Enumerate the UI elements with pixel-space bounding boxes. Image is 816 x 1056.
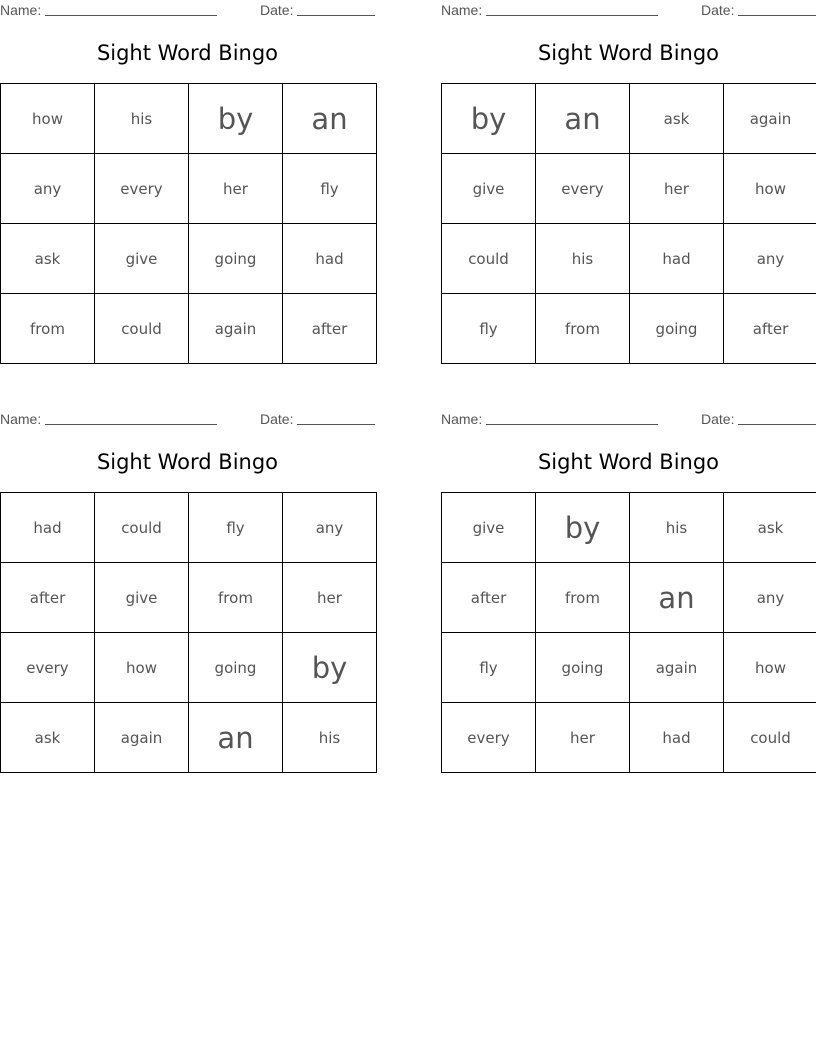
- bingo-cell: from: [536, 563, 630, 633]
- bingo-cell: give: [95, 224, 189, 294]
- bingo-grid: [0, 492, 377, 773]
- name-blank-line: [486, 424, 658, 425]
- bingo-cell: by: [283, 633, 377, 703]
- bingo-cell: how: [724, 633, 816, 703]
- name-date-header: [0, 2, 375, 20]
- bingo-cell: his: [536, 224, 630, 294]
- bingo-cell: give: [442, 154, 536, 224]
- bingo-card: [0, 409, 375, 774]
- name-label: Name:: [441, 411, 483, 427]
- grid-row: [1, 633, 377, 703]
- date-blank-line: [738, 15, 816, 16]
- bingo-cell: an: [630, 563, 724, 633]
- card-title: Sight Word Bingo: [96, 450, 279, 474]
- bingo-cell: fly: [442, 633, 536, 703]
- bingo-cell: ask: [724, 493, 816, 563]
- bingo-cell: ask: [1, 224, 95, 294]
- bingo-cell: give: [95, 563, 189, 633]
- bingo-cell: his: [630, 493, 724, 563]
- bingo-cell: going: [630, 294, 724, 364]
- bingo-card: [441, 0, 816, 365]
- bingo-cell: had: [283, 224, 377, 294]
- bingo-cell: ask: [1, 703, 95, 773]
- bingo-cell: from: [536, 294, 630, 364]
- bingo-cell: fly: [283, 154, 377, 224]
- bingo-cell: again: [189, 294, 283, 364]
- grid-row: [442, 703, 816, 773]
- bingo-cell: his: [283, 703, 377, 773]
- bingo-cell: after: [1, 563, 95, 633]
- bingo-cell: every: [536, 154, 630, 224]
- bingo-cell: every: [442, 703, 536, 773]
- name-date-header: [441, 411, 816, 429]
- bingo-cell: from: [189, 563, 283, 633]
- bingo-cell: had: [1, 493, 95, 563]
- bingo-cell: fly: [189, 493, 283, 563]
- date-label: Date:: [260, 411, 294, 427]
- bingo-card: [441, 409, 816, 774]
- bingo-cell: an: [189, 703, 283, 773]
- name-label: Name:: [0, 411, 42, 427]
- grid-row: [442, 294, 816, 364]
- grid-row: [442, 493, 816, 563]
- grid-row: [1, 84, 377, 154]
- date-label: Date:: [701, 2, 735, 18]
- grid-row: [1, 563, 377, 633]
- bingo-grid: [441, 492, 816, 773]
- bingo-cell: give: [442, 493, 536, 563]
- bingo-cell: ask: [630, 84, 724, 154]
- grid-row: [1, 154, 377, 224]
- bingo-cell: could: [95, 493, 189, 563]
- bingo-cell: after: [724, 294, 816, 364]
- bingo-cell: by: [442, 84, 536, 154]
- bingo-cell: again: [95, 703, 189, 773]
- bingo-cell: from: [1, 294, 95, 364]
- name-blank-line: [45, 15, 217, 16]
- grid-row: [1, 294, 377, 364]
- bingo-cell: any: [283, 493, 377, 563]
- bingo-cell: every: [95, 154, 189, 224]
- name-blank-line: [45, 424, 217, 425]
- name-label: Name:: [0, 2, 42, 18]
- bingo-cell: had: [630, 224, 724, 294]
- grid-row: [1, 224, 377, 294]
- bingo-cell: his: [95, 84, 189, 154]
- grid-row: [442, 633, 816, 703]
- bingo-cell: going: [189, 633, 283, 703]
- bingo-cell: her: [283, 563, 377, 633]
- card-title: Sight Word Bingo: [537, 41, 720, 65]
- bingo-card: [0, 0, 375, 365]
- bingo-cell: her: [536, 703, 630, 773]
- name-label: Name:: [441, 2, 483, 18]
- name-blank-line: [486, 15, 658, 16]
- bingo-cell: could: [95, 294, 189, 364]
- name-date-header: [441, 2, 816, 20]
- bingo-cell: how: [95, 633, 189, 703]
- bingo-cell: any: [724, 224, 816, 294]
- date-blank-line: [297, 424, 375, 425]
- bingo-cell: going: [189, 224, 283, 294]
- bingo-cell: any: [1, 154, 95, 224]
- bingo-grid: [441, 83, 816, 364]
- bingo-cell: going: [536, 633, 630, 703]
- bingo-cell: could: [724, 703, 816, 773]
- bingo-cell: any: [724, 563, 816, 633]
- card-title: Sight Word Bingo: [537, 450, 720, 474]
- grid-row: [1, 703, 377, 773]
- grid-row: [1, 493, 377, 563]
- bingo-cell: again: [630, 633, 724, 703]
- bingo-cell: by: [536, 493, 630, 563]
- card-title: Sight Word Bingo: [96, 41, 279, 65]
- date-blank-line: [297, 15, 375, 16]
- bingo-cell: her: [189, 154, 283, 224]
- bingo-cell: an: [283, 84, 377, 154]
- bingo-cell: fly: [442, 294, 536, 364]
- grid-row: [442, 224, 816, 294]
- grid-row: [442, 563, 816, 633]
- date-label: Date:: [260, 2, 294, 18]
- date-label: Date:: [701, 411, 735, 427]
- grid-row: [442, 154, 816, 224]
- date-blank-line: [738, 424, 816, 425]
- grid-row: [442, 84, 816, 154]
- name-date-header: [0, 411, 375, 429]
- bingo-cell: after: [442, 563, 536, 633]
- bingo-cell: her: [630, 154, 724, 224]
- bingo-cell: had: [630, 703, 724, 773]
- bingo-cell: after: [283, 294, 377, 364]
- bingo-cell: could: [442, 224, 536, 294]
- bingo-grid: [0, 83, 377, 364]
- bingo-cell: by: [189, 84, 283, 154]
- bingo-cell: again: [724, 84, 816, 154]
- bingo-cell: every: [1, 633, 95, 703]
- bingo-cell: how: [1, 84, 95, 154]
- bingo-cell: an: [536, 84, 630, 154]
- bingo-cell: how: [724, 154, 816, 224]
